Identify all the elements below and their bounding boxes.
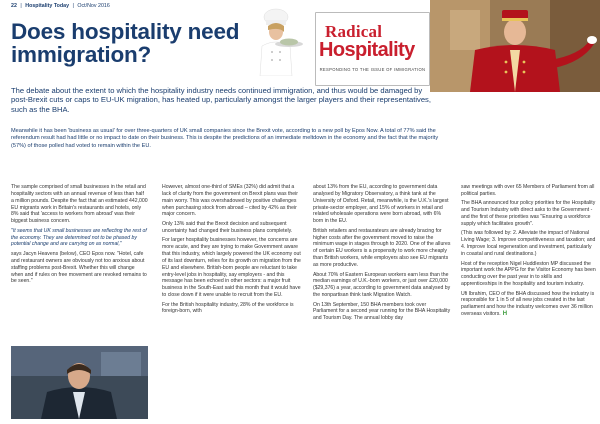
paragraph: says Jacyn Heavens (below), CEO Epos now. "Hotel, cafe and restaurant owners are obviously not too anxious about staffing problems post-Brexit. Whether this will change when and if rules on free movement are revoked remains to be seen." <box>11 250 147 285</box>
paragraph: (This was followed by: 2. Alleviate the impact of National Living Wage; 3. Improve competitiveness and taxation; and 4. Improve local regeneration and investment, particularly in coastal and rural destinations.) <box>461 230 596 257</box>
paragraph: For the British hospitality industry, 28% of the workforce is foreign-born, with <box>162 301 294 315</box>
chef-photo <box>246 8 306 76</box>
logo-strapline: RESPONDING TO THE ISSUE OF IMMIGRATION <box>319 67 426 72</box>
paragraph: On 13th September, 150 BHA members took over Parliament for a second year running for the BHA Hospitality and Tourism Day. The annual lobby day <box>313 301 451 322</box>
end-of-article-mark: H <box>502 311 508 318</box>
paragraph: However, almost one-third of SMEs (32%) did admit that a lack of clarity from the government on Brexit plans was their main worry. This was overshadowed by positive challenges when purchasing stock from abroad – cited by 42% as their major concern. <box>162 184 298 218</box>
logo-radical-word: Radical <box>325 22 383 41</box>
paragraph: Host of the reception Nigel Huddleston MP discussed the important work the APPG for the Visitor Economy has been conducting over the past year in to skills and apprenticeships in the hospitality and tourism industry. <box>461 260 596 288</box>
header-separator: | <box>20 3 22 9</box>
header-separator: | <box>72 3 74 9</box>
text-column-4 <box>461 184 596 321</box>
radical-hospitality-logo <box>315 12 430 86</box>
magazine-name: Hospitality Today <box>25 3 70 9</box>
paragraph: The sample comprised of small businesses in the retail and hospitality sectors with an annual revenue of less than half a million pounds. Despite the fact that an estimated 442,000 EU migrants work in Britain's restaurants and hotels, only 8% said that 'access to workers from abroad' was their biggest business concern. <box>11 184 148 225</box>
bellboy-photo <box>430 0 600 92</box>
logo-hospitality-word: Hospitality <box>319 39 415 61</box>
article-standfirst: The debate about the extent to which the hospitality industry needs continued immigration, and thus would be damaged by post-Brexit cuts or caps to EU-UK migration, has heated up, particularly amongst the larger players and their representatives, such as the BHA. <box>11 86 431 114</box>
text-column-1 <box>11 184 148 288</box>
pull-quote: "It seems that UK small businesses are reflecting the rest of the economy. They are determined not to be phased by potential change and are carrying on as normal," <box>11 227 147 248</box>
paragraph: British retailers and restaurateurs are already bracing for higher costs after the government moved to raise the minimum wage in stages through to 2020. One of the allures of certain EU workers is a propensity to work more cheaply than British workers, while employers also see EU migrants as more productive. <box>313 227 451 268</box>
article-headline: Does hospitality need immigration? <box>11 19 240 67</box>
final-paragraph-text: Ufi Ibrahim, CEO of the BHA discussed how the industry is responsible for 1 in 5 of all new jobs created in the last parliament and how the industry welcomes over 36 million overseas visitors. <box>461 290 595 318</box>
paragraph: saw meetings with over 65 Members of Parliament from all political parties. <box>461 184 595 197</box>
portrait-photo <box>11 346 148 419</box>
article-intro: Meanwhile it has been 'business as usual' for over three-quarters of UK small companies since the Brexit vote, according to a new poll by Epos Now. A total of 77% said the referendum result had had little or no impact to date on their business. This is despite the predictions of an immediate meltdown in the economy and the fact that the majority (57%) of those polled had voted to remain within the EU. <box>11 128 439 149</box>
paragraph: about 13% from the EU, according to government data analysed by Migratory Observatory, a think tank at the University of Oxford. Retail, meanwhile, is the U.K.'s largest private-sector employer, and 15% of workers in retail and related wholesale operations were born abroad, with 6% born in the EU. <box>313 184 449 225</box>
text-column-3 <box>313 184 452 325</box>
paragraph: The BHA announced four policy priorities for the Hospitality and Tourism Industry with direct asks to the Government - and the first of these priorities was "Ensuring a workforce supply which facilitates growth". <box>461 200 596 227</box>
paragraph: Only 13% said that the Brexit decision and subsequent uncertainty had changed their business plans completely. <box>162 220 293 234</box>
text-column-2 <box>162 184 302 318</box>
paragraph <box>461 291 596 318</box>
page-number: 22 <box>11 3 17 9</box>
running-header <box>11 3 110 9</box>
paragraph: About 70% of Eastern European workers earn less than the median earnings of U.K.-born workers, or just over £20,000 ($29,376) a year, according to government data analysed by the nonpartisan think tank Migration Watch. <box>313 271 451 299</box>
issue-date: Oct/Nov 2016 <box>77 3 110 9</box>
paragraph: For larger hospitality businesses however, the concerns are more acute, and they are trying to make Government aware that this industry, which largely powered the UK economy out of its last downturn, relies for its growth on migration from the EU and elsewhere. British-born people are reluctant to take entry-level jobs in hospitality, say employers - and this message has been echoed in other sectors: a major fruit business in the South-East said this month that it would have to close down if it were unable to recruit from the EU. <box>162 237 301 299</box>
